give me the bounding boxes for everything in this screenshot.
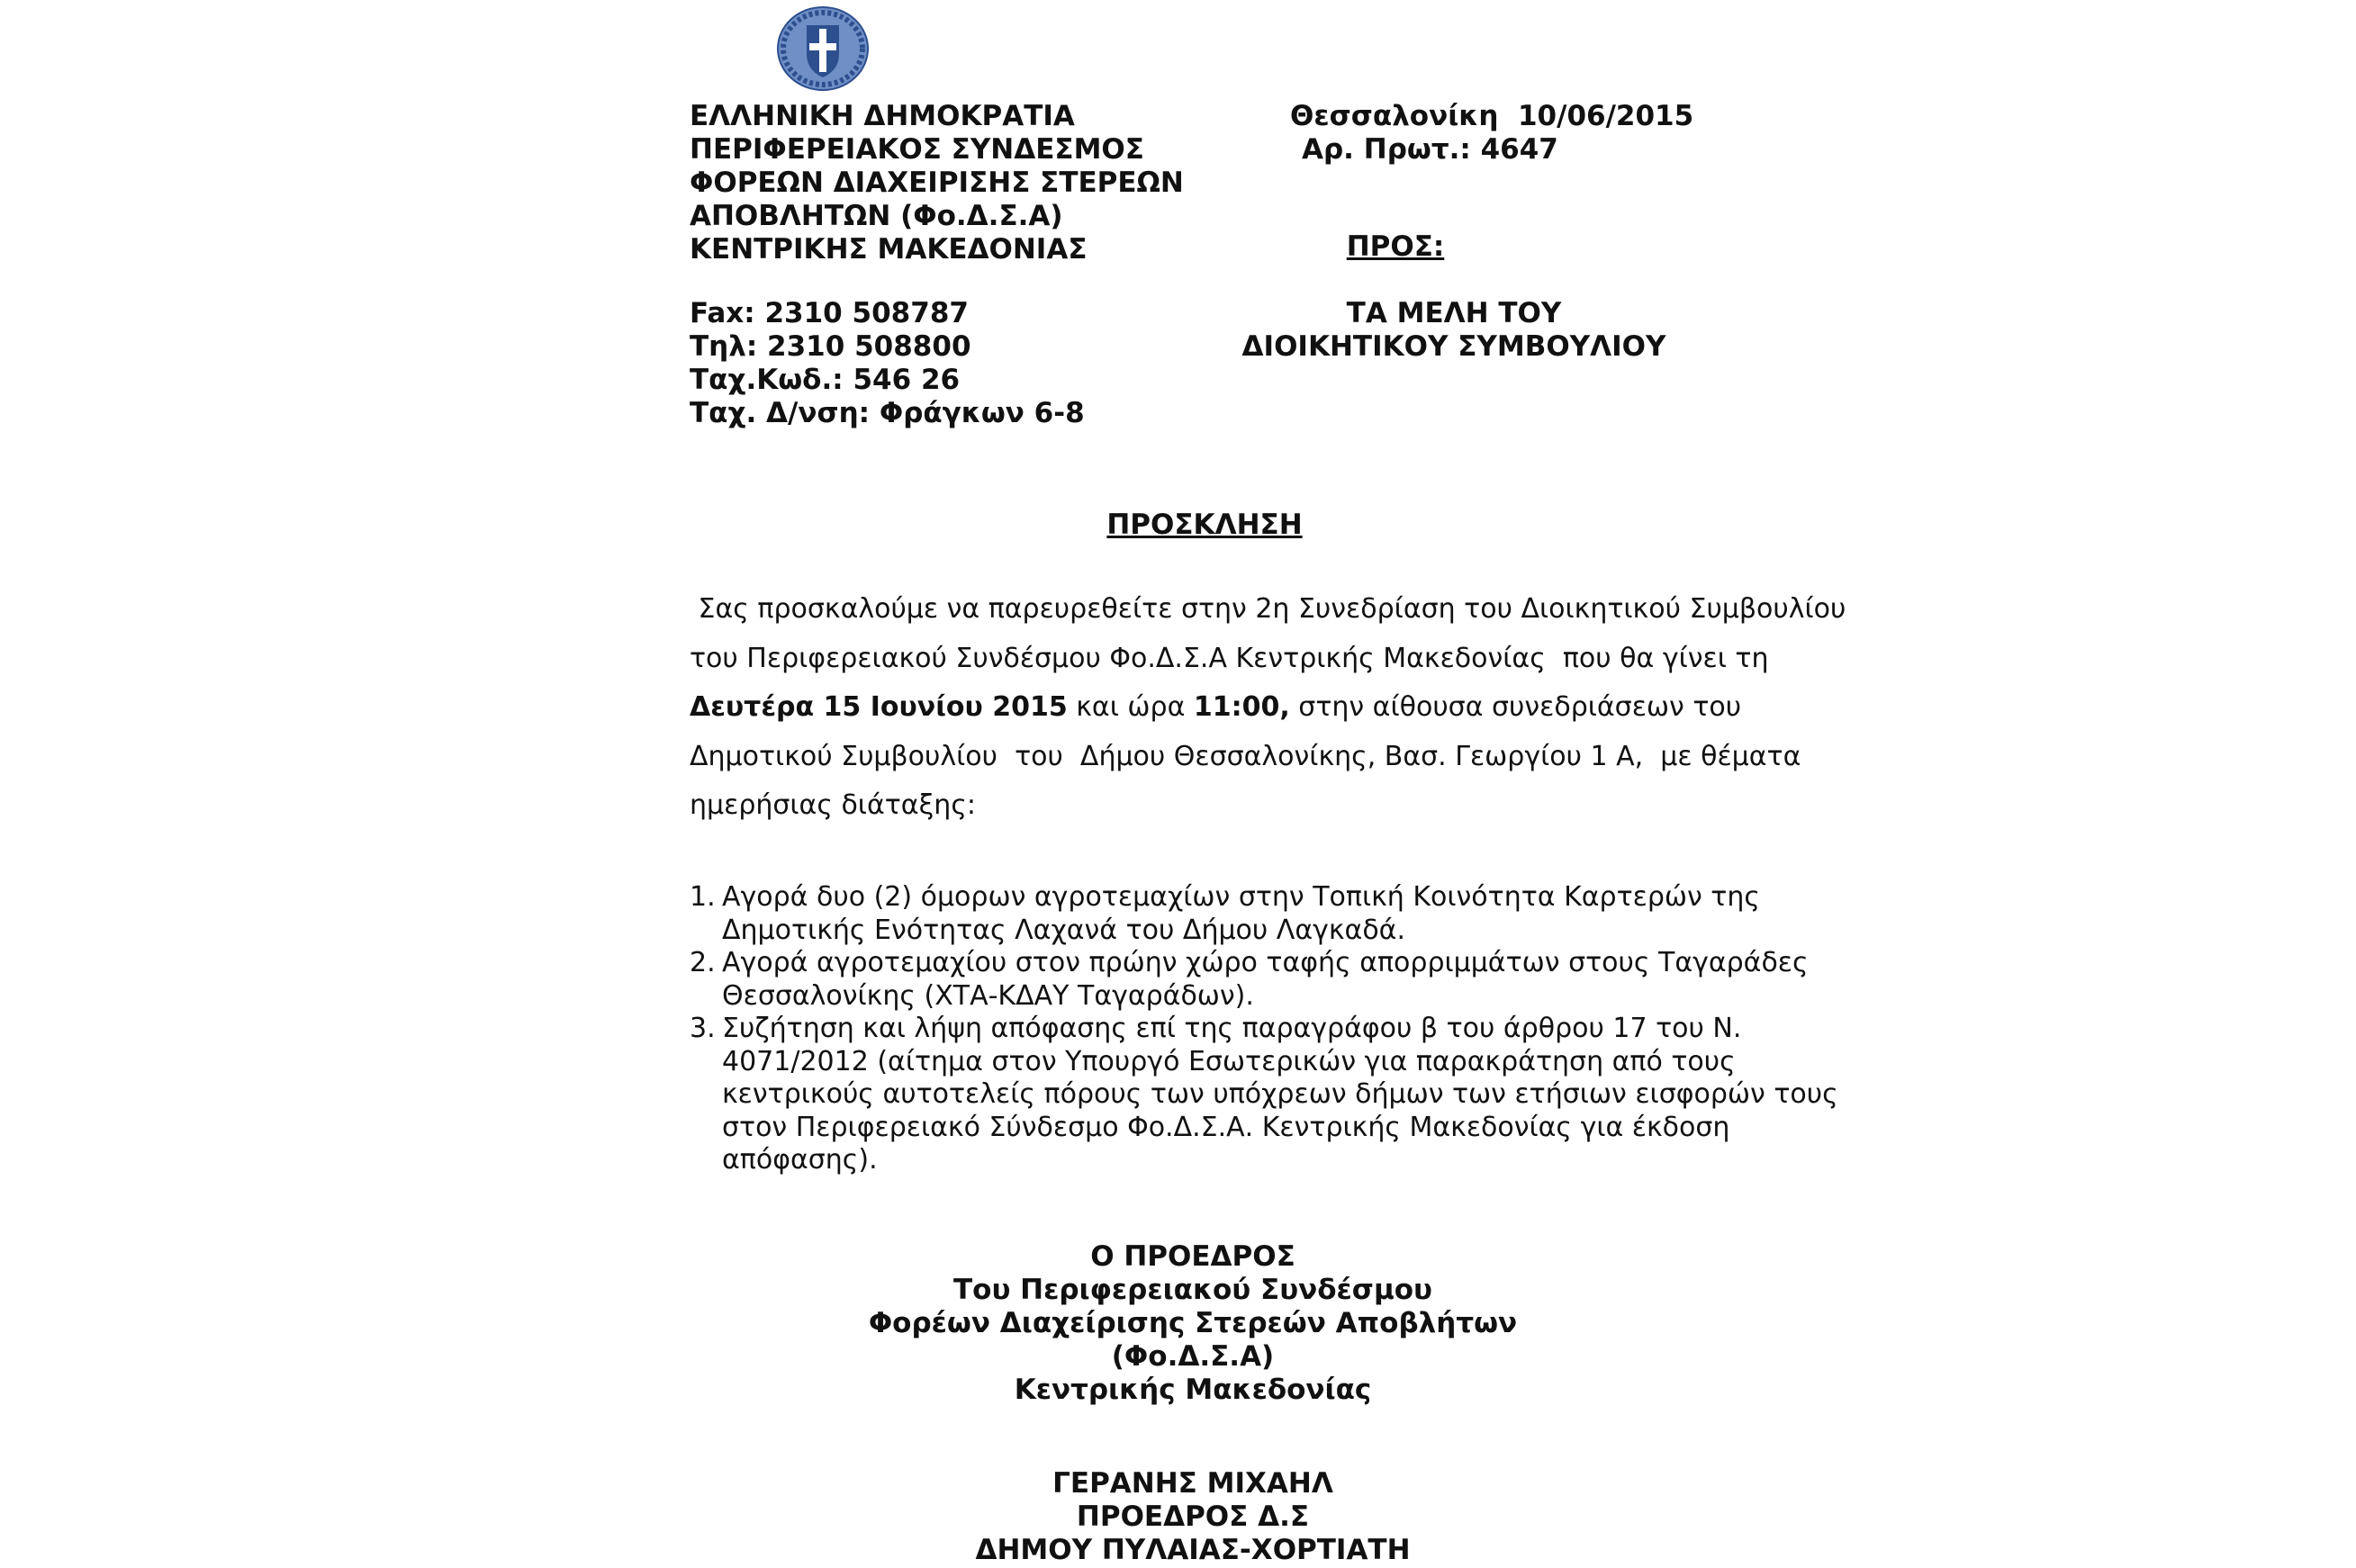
paragraph-line — [690, 683, 1742, 733]
signature-line: Φορέων Διαχείρισης Στερεών Αποβλήτων — [868, 1307, 1518, 1339]
paragraph-line — [690, 585, 1846, 635]
agenda-item — [690, 881, 1760, 947]
agenda-text: Συζήτηση και λήψη απόφασης επί της παραγράφου β του άρθρου 17 του Ν. — [722, 1013, 1742, 1044]
agenda-text: Αγορά δυο (2) όμορων αγροτεμαχίων στην Τοπική Κοινότητα Καρτερών της — [722, 881, 1760, 913]
coat-of-arms-emblem — [776, 5, 870, 92]
issuer-line: ΦΟΡΕΩΝ ΔΙΑΧΕΙΡΙΣΗΣ ΣΤΕΡΕΩΝ — [690, 167, 1184, 199]
document-date: Θεσσαλονίκη 10/06/2015 — [1290, 100, 1694, 132]
issuer-line: ΑΠΟΒΛΗΤΩΝ (Φο.Δ.Σ.Α) — [690, 200, 1063, 232]
agenda-text: Δημοτικής Ενότητας Λαχανά του Δήμου Λαγκαδά. — [722, 914, 1405, 946]
president-signature-block — [819, 1240, 1566, 1407]
postal-code-line: Ταχ.Κωδ.: 546 26 — [690, 364, 961, 396]
issuer-block — [690, 100, 1184, 266]
paragraph-text: στην αίθουσα συνεδριάσεων του — [1289, 691, 1742, 723]
paragraph-line — [690, 733, 1801, 782]
signatory-name-block — [963, 1467, 1422, 1567]
recipient-line: ΤΑ ΜΕΛΗ ΤΟΥ — [1346, 297, 1562, 329]
contact-block — [690, 297, 1085, 430]
agenda-item — [690, 1013, 1838, 1177]
paragraph-text: Σας προσκαλούμε να παρευρεθείτε στην 2η Συνεδρίαση του Διοικητικού Συμβουλίου — [690, 593, 1846, 625]
phone-line: Τηλ: 2310 508800 — [690, 330, 971, 363]
recipients-block — [1206, 297, 1702, 364]
issuer-line: ΚΕΝΤΡΙΚΗΣ ΜΑΚΕΔΟΝΙΑΣ — [690, 233, 1088, 266]
signature-line: Κεντρικής Μακεδονίας — [1014, 1374, 1372, 1406]
document-title: ΠΡΟΣΚΛΗΣΗ — [1106, 509, 1303, 541]
meeting-date: Δευτέρα 15 Ιουνίου 2015 — [690, 691, 1068, 723]
paragraph-text: και ώρα — [1067, 691, 1194, 723]
agenda-text: Αγορά αγροτεμαχίου στον πρώην χώρο ταφής απορριμμάτων στους Ταγαράδες — [722, 947, 1809, 978]
invitation-paragraph — [690, 585, 1846, 831]
signature-line: Του Περιφερειακού Συνδέσμου — [953, 1274, 1432, 1306]
issuer-line: ΕΛΛΗΝΙΚΗ ΔΗΜΟΚΡΑΤΙΑ — [690, 100, 1075, 132]
agenda-text: 4071/2012 (αίτημα στον Υπουργό Εσωτερικών για παρακράτηση από τους — [722, 1045, 1736, 1077]
meeting-time: 11:00, — [1193, 691, 1290, 723]
agenda-text: Θεσσαλονίκης (ΧΤΑ-ΚΔΑΥ Ταγαράδων). — [722, 979, 1254, 1012]
recipient-label: ΠΡΟΣ: — [1346, 230, 1445, 263]
agenda-number: 2. — [690, 947, 716, 978]
signatory-municipality: ΔΗΜΟΥ ΠΥΛΑΙΑΣ-ΧΟΡΤΙΑΤΗ — [975, 1534, 1411, 1566]
signature-line: Ο ΠΡΟΕΔΡΟΣ — [1090, 1240, 1295, 1273]
signatory-title: ΠΡΟΕΔΡΟΣ Δ.Σ — [1076, 1500, 1310, 1533]
signature-line: (Φο.Δ.Σ.Α) — [1111, 1340, 1275, 1373]
fax-line: Fax: 2310 508787 — [690, 297, 969, 329]
agenda-number: 3. — [690, 1013, 716, 1044]
paragraph-text: του Περιφερειακού Συνδέσμου Φο.Δ.Σ.Α Κεντρικής Μακεδονίας που θα γίνει τη — [690, 642, 1769, 674]
signatory-name: ΓΕΡΑΝΗΣ ΜΙΧΑΗΛ — [1052, 1467, 1333, 1500]
agenda-text: απόφασης). — [722, 1144, 878, 1176]
paragraph-line — [690, 781, 1712, 831]
agenda-list — [690, 881, 1838, 1177]
paragraph-text: ημερήσιας διάταξης: — [690, 789, 977, 821]
paragraph-text: Δημοτικού Συμβουλίου του Δήμου Θεσσαλονίκης, Βασ. Γεωργίου 1 Α, με θέματα — [690, 740, 1801, 772]
recipient-line: ΔΙΟΙΚΗΤΙΚΟΥ ΣΥΜΒΟΥΛΙΟΥ — [1241, 330, 1666, 363]
agenda-item — [690, 947, 1809, 1013]
agenda-number: 1. — [690, 881, 716, 913]
agenda-text: κεντρικούς αυτοτελείς πόρους των υπόχρεων δήμων των ετήσιων εισφορών τους — [722, 1078, 1838, 1110]
address-line: Ταχ. Δ/νση: Φράγκων 6-8 — [690, 397, 1085, 429]
coat-of-arms-icon — [776, 5, 870, 92]
paragraph-line — [690, 635, 1769, 684]
protocol-number: Αρ. Πρωτ.: 4647 — [1302, 133, 1558, 166]
issuer-line: ΠΕΡΙΦΕΡΕΙΑΚΟΣ ΣΥΝΔΕΣΜΟΣ — [690, 133, 1144, 166]
agenda-text: στον Περιφερειακό Σύνδεσμο Φο.Δ.Σ.Α. Κεντρικής Μακεδονίας για έκδοση — [722, 1111, 1730, 1143]
